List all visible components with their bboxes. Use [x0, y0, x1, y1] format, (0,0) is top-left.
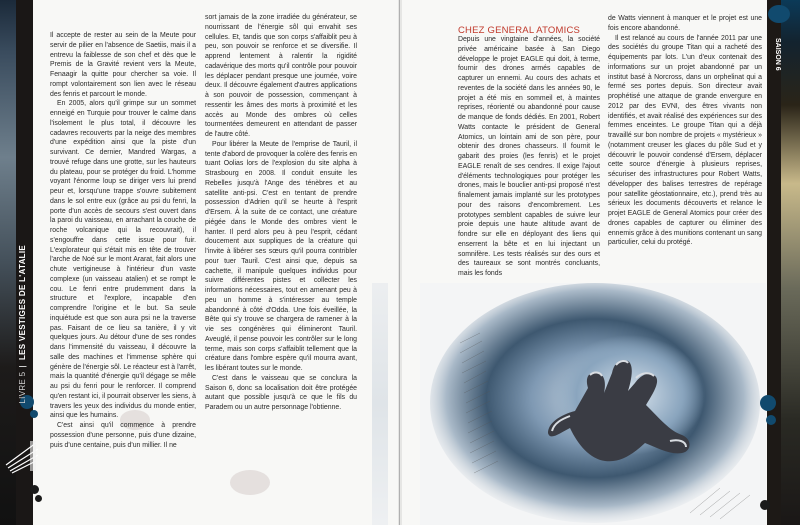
chapter-number: LIVRE 5 [18, 371, 27, 404]
right-side-band-dark [767, 0, 781, 525]
paragraph: Il est relancé au cours de l'année 2011 par une des sociétés du groupe Titan qui a racheté des équipements par lots. L'un d'eux contenait des informations sur un projet abandonné par un institut basé à Norcross, dans un orphelinat qui a fermé ses portes depuis. Son directeur avait prophétisé une attaque de grande envergure en 2012 par des EVNI, des êtres vivants non identifiés, et avait réalisé des expériences sur des femmes enceintes. Le groupe Titan qui a déjà travaillé sur bon nombre de projets « mystérieux » (notamment creuser les glaces du pôle Sud et y découvrir le pouvoir condensé d'Ersem, déplacer cette source d'énergie à plusieurs reprises, sécuriser des infrastructures pour Robert Watts, développer des balises terrestres de repérage pour satellite géostationnaire, etc.), prend très au sérieux les documents découverts et relance le projet EAGLE de General Atomics pour créer des drones capables de capturer ou éliminer des ennemis grâce à des munitions contenant un sang particulier, celui du protégé. [608, 34, 762, 247]
ink-splash [35, 495, 42, 502]
decorative-strip [372, 283, 388, 525]
ink-splash [760, 395, 776, 411]
ink-splash [766, 415, 776, 425]
season-side-label: SAISON 6 [774, 38, 781, 71]
magna-logo-icon [2, 435, 42, 475]
ink-splash [760, 500, 770, 510]
ink-splash [30, 410, 38, 418]
label-separator: | [18, 364, 27, 368]
paragraph: Il accepte de rester au sein de la Meute pour servir de pilier en l'absence de Saetiis, mais il a entrevu la faiblesse de son chef et dès que le Premis de la Gravité revient vers la Meute, Fenaagir la quitte pour chercher sa voie. Il rompt volontairement son lien avec le réseau des fenris et parcourt le monde. [50, 32, 196, 98]
paragraph: sort jamais de la zone irradiée du générateur, se nourrissant de l'énergie sôl qui envahit ses cellules. Et, tandis que son corps s'affaiblit peu à peu, son pouvoir se renforce et se diversifie. Il apprend lentement à ralentir la rigidité cadavérique des morts qu'il contrôle pour pouvoir les déplacer pendant presque une journée, voire deux. Il découvre également d'autres applications à son pouvoir de possession, commençant à ressentir les âmes des morts à proximité et les accès au Monde des ombres où celles tourmentées demeurent en attendant de passer de l'autre côté. [205, 14, 357, 138]
hand-illustration [420, 283, 766, 525]
paper-texture [230, 470, 270, 495]
paragraph: En 2005, alors qu'il grimpe sur un sommet enneigé en Turquie pour trouver le calme dans l'isolement le plus total, il découvre les cadavres recouverts par la neige des membres d'une expédition ainsi que la piste d'un survivant. Ce dernier, Mandred Wargas, a trouvé refuge dans une grotte, sur les hauteurs du plateau, pour se protéger du froid. L'homme voyant l'énorme loup se diriger vers lui prend peur et, lorsqu'une trappe s'ouvre subitement dans le sol entre eux (grâce au psi du fenri, la porte d'un accès de secours s'est ouvert dans la paroi du vaisseau, en arrachant la couche de roche volcanique qui la recouvrait), il s'engouffre dans cette issue pour fuir. L'explorateur qui s'était mis en tête de trouver l'arche de Noé sur le mont Ararat, fait alors une chute vertigineuse à l'intérieur d'un vaste complexe (un vaisseau atalien) et se rompt le cou. Le fenri entre prudemment dans la structure et l'explore, incapable d'en comprendre l'origine et le but. Sa seule inquiétude est que son aura psi ne la traverse pas. Faisant de ce lieu sa tanière, il y vit quelques jours. Au détour d'une de ses rondes dans l'immensité du vaisseau, il découvre la salle des machines et l'immense sphère qui génère de l'énergie sôl. Le réacteur est à l'arrêt, mais la quantité d'énergie qu'il dégage se mêle au psi du fenri pour le renforcer. Il comprend qu'en restant ici, il pourrait observer les siens, à travers les yeux des individus du monde entier, ainsi que les humains. [50, 100, 196, 420]
paragraph: Depuis une vingtaine d'années, la société privée américaine basée à San Diego développe le projet EAGLE qui doit, à terme, fournir des drones armés capables de capturer un ennemi. Au cours des achats et reventes de la société dans les années 90, le projet a été mis en sommeil et, à maintes reprises, réorienté ou abandonné pour cause de manque de fonds dédiés. En 2001, Robert Watts contacte le président de General Atomics, un lointain ami de son père, pour obtenir des drones chasseurs. Il fournit le gabarit des proies (les fenris) et le projet EAGLE renaît de ses cendres. Il exige l'ajout d'éléments technologiques pour protéger les drones, mais le bouclier anti-psi proposé n'est finalement jamais implanté sur les prototypes pour des raisons d'encombrement. Les prototypes semblent capables de suivre leur proie depuis une haute altitude avant de fondre sur elle en déployant des liens qui enserrent la bête et en lui injectant un somnifère. Les tests réalisés sur des ours et des taureaux se sont montrés concluants, mais les fonds [458, 36, 600, 277]
left-page-column-2 [205, 13, 357, 413]
right-page-column-1 [458, 35, 600, 279]
gutter-line [399, 0, 400, 525]
left-page-column-1 [50, 31, 196, 450]
ink-splash [768, 5, 790, 23]
paragraph: C'est ainsi qu'il commence à prendre possession d'une personne, puis d'une dizaine, puis d'une centaine, puis d'un millier. Il ne [50, 422, 196, 449]
right-page-column-2 [608, 14, 762, 248]
ink-splash [30, 485, 39, 494]
section-title: CHEZ GENERAL ATOMICS [458, 25, 581, 36]
chapter-side-label [18, 245, 32, 404]
chapter-title: LES VESTIGES DE L'ATALIE [18, 245, 27, 361]
paragraph: C'est dans le vaisseau que se conclura la Saison 6, donc sa localisation doit être protégée autant que possible jusqu'à ce que le fils du Paradem ou un autre personnage l'obtienne. [205, 374, 357, 411]
paragraph: de Watts viennent à manquer et le projet est une fois encore abandonné. [608, 15, 762, 32]
paragraph: Pour libérer la Meute de l'emprise de Tauril, il tente d'abord de provoquer la colère des fenris en tuant Oolias lors de l'explosion du site alpha à Strasbourg en 2008. Il conduit ensuite les Rebelles jusqu'à l'Ange des ténèbres et au satellite anti-psi. C'est en tentant de prendre possession d'Adrien qu'il se heurte à l'esprit d'Ersem. À la suite de ce contact, une créature piégée dans le Monde des ombres vient le hanter. Il perd alors peu à peu l'esprit, cédant doucement aux suppliques de la créature qui l'invite à libérer ses sœurs qu'il pourra contribler pour tuer Tauril. C'est ainsi que, depuis sa cachette, il manipule quelques individus pour suivre différentes pistes et collecter les informations nécessaires, tout en amenant peu à peu un homme à s'intéresser au temple abandonné à côté d'Odda. Une fois éveillée, la Bête qui s'y trouve se chargera de ramener à la vie ses congénères qui élimineront Tauril. Aveuglé, il pense pouvoir les contrôler sur le long terme, mais son corps s'affaiblit tellement que la créature dans l'ombre espère qu'il mourra avant, les libérant toutes sur le monde. [205, 140, 357, 372]
